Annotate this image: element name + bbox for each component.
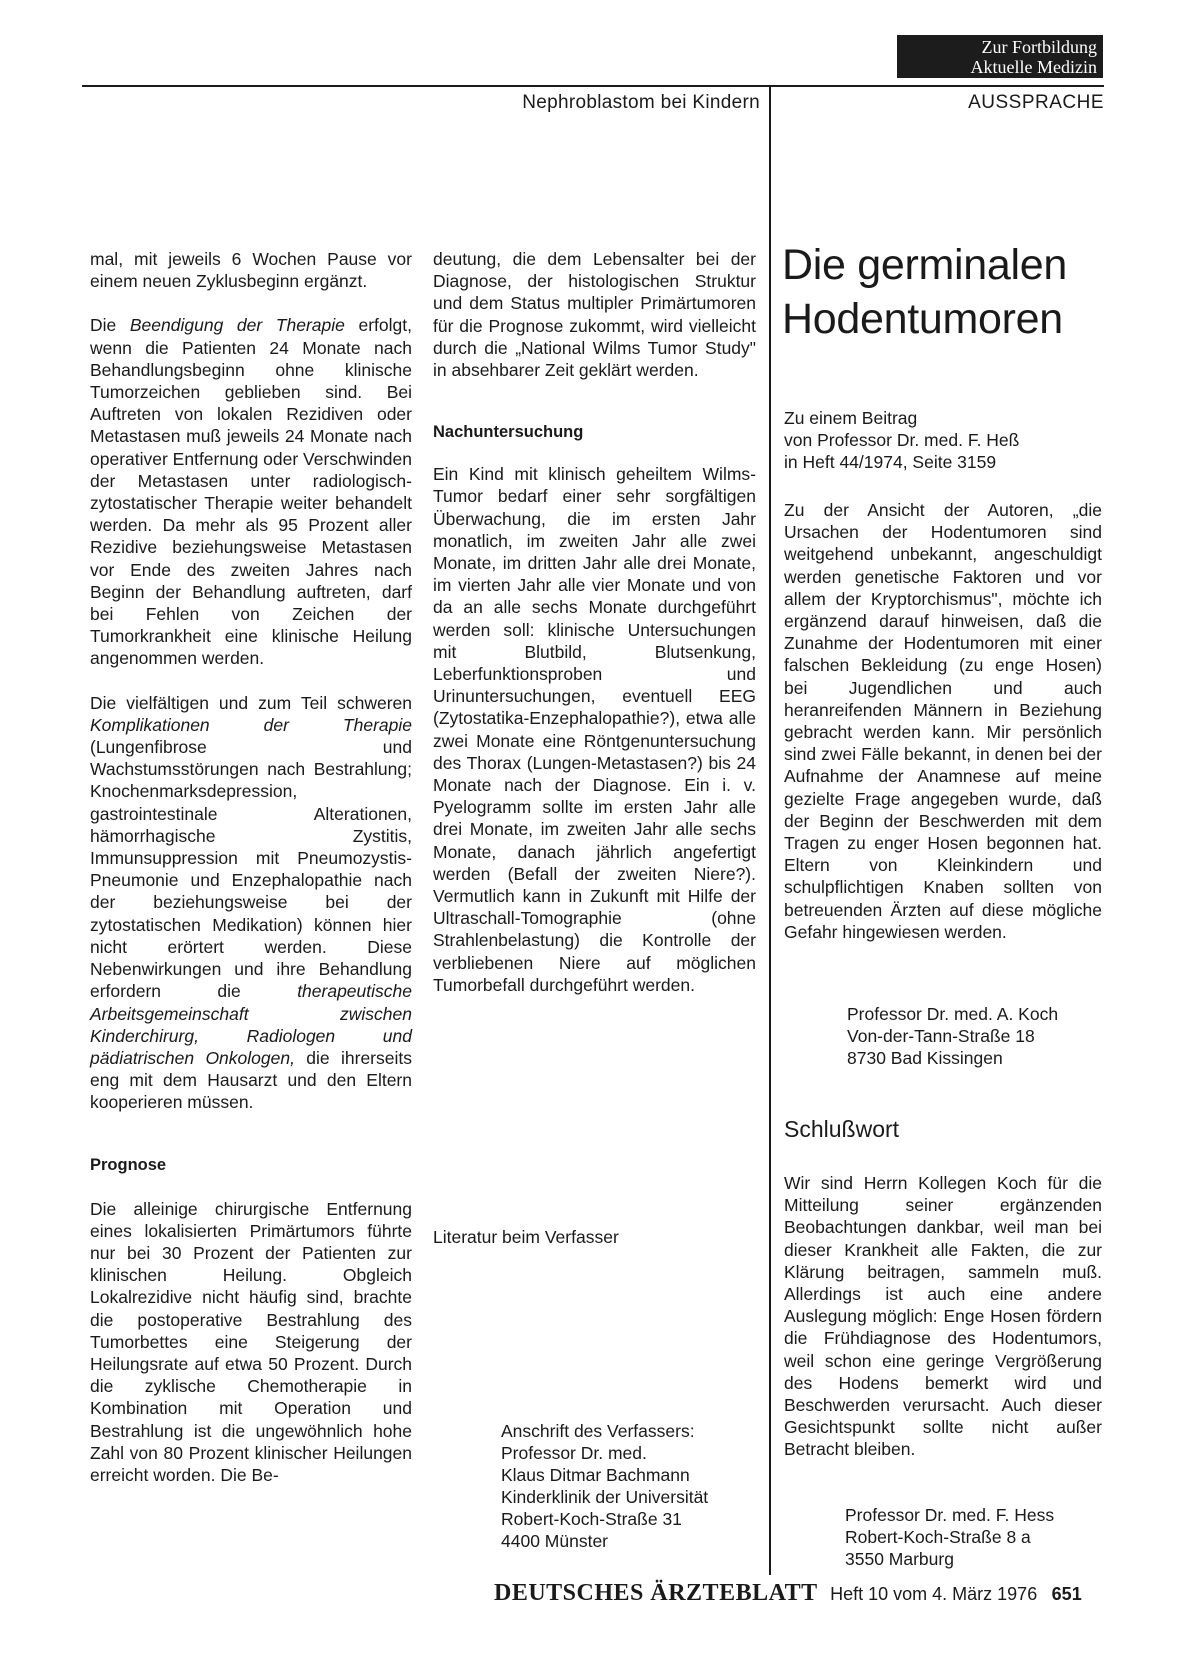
journal-name: DEUTSCHES ÄRZTEBLATT (494, 1580, 818, 1606)
paragraph: Zu der Ansicht der Autoren, „die Ursachen der Hodentumoren sind weitgehend unbekannt, angeschuldigt werden genetische Faktoren und vor allem der Kryptorchismus", möchte ich ergänzend darauf hinweisen, daß die Zunahme der Hodentumoren mit einer falschen Bekleidung (zu enge Hosen) bei Jugendlichen und auch heranreifenden Männern in Beziehung gebracht werden kann. Mir persönlich sind zwei Fälle bekannt, in denen bei der Aufnahme der Anamnese auf meine gezielte Frage angegeben wurde, daß der Beginn der Beschwerden mit dem Tragen zu enger Hosen begonnen hat. Eltern von Kleinkindern und schulpflichtigen Knaben sollten von betreuenden Ärzten auf diese mögliche Gefahr hingewiesen werden. (784, 500, 1102, 942)
paragraph: mal, mit jeweils 6 Wochen Pause vor einem neuen Zyklusbeginn ergänzt. (90, 249, 412, 292)
section-heading-nachuntersuchung: Nachuntersuchung (433, 423, 584, 442)
badge-line-2: Aktuelle Medizin (970, 57, 1097, 77)
badge-line-1: Zur Fortbildung (981, 37, 1097, 57)
column-divider (769, 85, 771, 1575)
running-head-left: Nephroblastom bei Kindern (522, 92, 760, 113)
section-badge (897, 35, 1103, 78)
literature-note: Literatur beim Verfasser (433, 1227, 619, 1247)
paragraph: deutung, die dem Lebensalter bei der Diagnose, der histologischen Struktur und dem Status multipler Primärtumoren für die Prognose zukommt, wird vielleicht durch die „National Wilms Tumor Study" in absehbarer Zeit geklärt werden. (433, 249, 756, 381)
paragraph: Die Beendigung der Therapie erfolgt, wenn die Patienten 24 Monate nach Behandlungsbeginn ohne klinische Tumorzeichen geblieben sind. Bei Auftreten von lokalen Rezidiven oder Metastasen muß jeweils 24 Monate nach operativer Entfernung oder Verschwinden der Metastasen unter radiologisch-zytostatischer Therapie weiter behandelt werden. Da mehr als 95 Prozent aller Rezidive beziehungsweise Metastasen vor Ende des zweiten Jahres nach Beginn der Behandlung auftreten, darf bei Fehlen von Zeichen der Tumorkrankheit eine klinische Heilung angenommen werden. (90, 315, 413, 669)
top-rule (82, 85, 1104, 87)
paragraph: Die alleinige chirurgische Entfernung eines lokalisierten Primärtumors führte nur bei 30 Prozent der Patienten zur klinischen Heilung. Obgleich Lokalrezidive nicht häufig sind, brachte die postoperative Bestrahlung des Tumorbettes eine Steigerung der Heilungsrate auf etwa 50 Prozent. Durch die zyklische Chemotherapie in Kombination mit Operation und Bestrahlung ist die ungewöhnlich hohe Zahl von 80 Prozent klinischer Heilungen erreicht worden. Die Be- (90, 1198, 412, 1485)
article-reference: Zu einem Beitrag von Professor Dr. med. F. Heß in Heft 44/1974, Seite 3159 (784, 408, 1020, 472)
closing-word-body (784, 1172, 1102, 1461)
section-heading-schlusswort: Schlußwort (784, 1116, 900, 1142)
column-2 (433, 248, 756, 996)
paragraph: Ein Kind mit klinisch geheiltem Wilms-Tumor bedarf einer sehr sorgfältigen Überwachung, die im ersten Jahr monatlich, im zweiten Jahr alle zwei Monate, im dritten Jahr alle drei Monate, im vierten Jahr alle vier Monate und von da an alle sechs Monate durchgeführt werden soll: klinische Untersuchungen mit Blutbild, Blutsenkung, Leberfunktionsproben und Urinuntersuchungen, eventuell EEG (Zytostatika-Enzephalopathie?), etwa alle zwei Monate eine Röntgenuntersuchung des Thorax (Lungen-Metastasen?) bis 24 Monate nach der Diagnose. Ein i. v. Pyelogramm sollte im ersten Jahr alle drei Monate, im zweiten Jahr alle sechs Monate, danach jährlich angefertigt werden (Befall der zweiten Niere?). Vermutlich kann in Zukunft mit Hilfe der Ultraschall-Tomographie (ohne Strahlenbelastung) die Kontrolle der verbliebenen Niere auf möglichen Tumorbefall durchgeführt werden. (433, 464, 756, 995)
column-1 (90, 248, 412, 1486)
paragraph: Wir sind Herrn Kollegen Koch für die Mitteilung seiner ergänzenden Beobachtungen dankbar, weil man bei dieser Krankheit alle Fakten, die zur Klärung beitragen, sammeln muß. Allerdings ist auch eine andere Auslegung möglich: Enge Hosen fördern die Frühdiagnose des Hodentumors, weil schon eine geringe Vergrößerung des Hodens bemerkt wird und Beschwerden verursacht. Auch dieser Gesichtspunkt sollte nicht außer Betracht bleiben. (784, 1173, 1102, 1460)
running-head-right: AUSSPRACHE (968, 92, 1104, 113)
page-number: 651 (1051, 1584, 1082, 1604)
signature-koch: Professor Dr. med. A. Koch Von-der-Tann-Straße 18 8730 Bad Kissingen (847, 1004, 1059, 1068)
letter-body (784, 499, 1102, 943)
page-footer (494, 1580, 1082, 1607)
issue-info: Heft 10 vom 4. März 1976 (830, 1584, 1038, 1604)
article-title: Die germinalen Hodentumoren (782, 241, 1068, 343)
section-heading-prognose: Prognose (90, 1155, 167, 1174)
paragraph: Die vielfältigen und zum Teil schweren Komplikationen der Therapie (Lungenfibrose und Wachstumsstörungen nach Bestrahlung; Knochenmarksdepression, gastrointestinale Alterationen, hämorrhagische Zystitis, Immunsuppression mit Pneumozystis-Pneumonie und Enzephalopathie nach der beziehungsweise bei der zytostatischen Medikation) können hier nicht erörtert werden. Diese Nebenwirkungen und ihre Behandlung erfordern die therapeutische Arbeitsgemeinschaft zwischen Kinderchirurg, Radiologen und pädiatrischen Onkologen, die ihrerseits eng mit dem Hausarzt und den Eltern kooperieren müssen. (90, 692, 412, 1113)
author-address: Anschrift des Verfassers: Professor Dr. med. Klaus Ditmar Bachmann Kinderklinik der Universität Robert-Koch-Straße 31 4400 Münster (501, 1421, 709, 1551)
signature-hess: Professor Dr. med. F. Hess Robert-Koch-Straße 8 a 3550 Marburg (845, 1505, 1055, 1569)
